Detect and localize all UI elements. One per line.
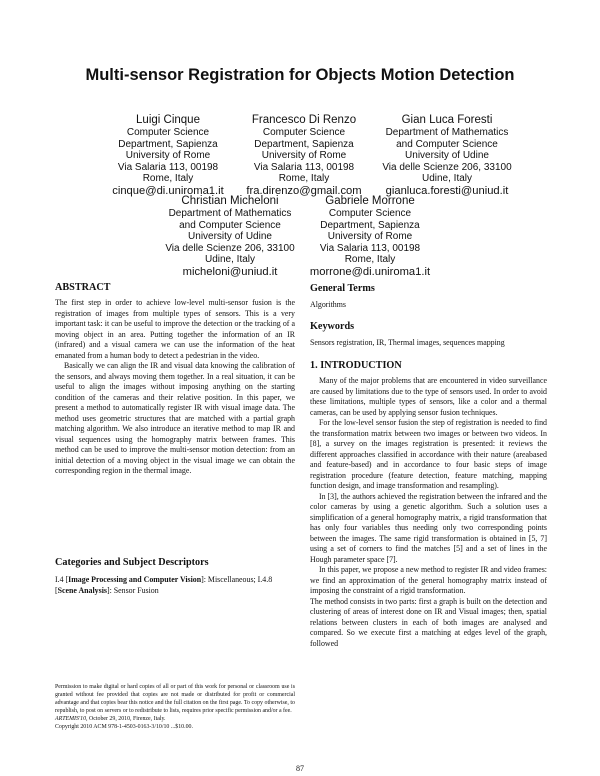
author-affiliation-line: and Computer Science — [179, 219, 281, 231]
author-email: morrone@di.uniroma1.it — [309, 265, 431, 278]
author-affiliation-line: Computer Science — [126, 127, 210, 138]
author-affiliation-line: Via Salaria 113, 00198 — [117, 161, 219, 173]
author-affiliation-line: Computer Science — [262, 127, 346, 138]
intro-paragraph: The method consists in two parts: first a graph is built on the detection and clustering of areas of interest done on IR and Visual images; then, spatial relations between clusters in each of both images are analysed and compared. So we execute first a matching at edges level of the graph, followed — [310, 596, 547, 648]
intro-paragraph: For the low-level sensor fusion the step of registration is needed to find the transformation matrix between two images or between two videos. In [8], a survey on the images registration is presented: it reviews the different approaches classified in accordance with their nature (areabased and feature-based) and in accordance to four basic steps of image registration procedure (feature detection, feature matching, mapping function design, and image transformation and resampling). — [310, 418, 547, 490]
categories-text: I.4 [Image Processing and Computer Vision]: Miscellaneous; I.4.8 [Scene Analysis]: Sensor Fusion — [55, 575, 273, 595]
permission-footnote — [55, 683, 295, 732]
intro-paragraph: In this paper, we propose a new method to register IR and video frames: we find an approximation of the general homography matrix instead of imposing the constraint of a rigid transformation. — [310, 565, 547, 595]
author-name: Christian Micheloni — [181, 195, 279, 207]
venue-line: ARTEMIS'10, October 29, 2010, Firenze, Italy. — [55, 716, 166, 723]
author-affiliation-line: Department of Mathematics — [168, 208, 292, 219]
author-affiliation-line: Via delle Scienze 206, 33100 — [382, 161, 512, 173]
author-affiliation-line: Department of Mathematics — [385, 127, 509, 138]
author-affiliation-line: Department, Sapienza — [118, 138, 218, 150]
author-email: gianluca.foresti@uniud.it — [385, 184, 509, 197]
introduction-heading: 1. INTRODUCTION — [310, 360, 402, 371]
general-terms-text: Algorithms — [310, 300, 346, 309]
author-affiliation-line: University of Udine — [188, 231, 272, 243]
abstract-paragraph: The first step in order to achieve low-level multi-sensor fusion is the registration of images from multiple types of sensors. This is a very important task: it can be useful to improve the detection or the tracking of a moving object in an area. Putting together the information of an IR (infrared) and a visual camera we can use the information of the heat emanated from a human body to detect a pedestrian in the video. — [55, 298, 295, 360]
category-bold: Scene Analysis — [57, 585, 107, 595]
author-affiliation-line: University of Udine — [405, 150, 489, 162]
right-column — [310, 283, 547, 649]
author-email: fra.direnzo@gmail.com — [246, 184, 362, 197]
abstract-paragraph: Basically we can align the IR and visual data knowing the calibration of the sensors, and always moving them together. In a real situation, it can be useful to align the images without imposing anything on the starting condition of the cameras and their relative position. In this paper, we present a method to automatically register IR with visual image data. The method uses geometric structures that are matched with a partial graph matching algorithm. We also introduce an iterative method to map IR and visual sequences using the homography matrix between frames. This method can be used to improve the multi-sensor motion detection: from an initial detection of a moving object in the visual image we can obtain the corresponding region in the thermal image. — [55, 361, 295, 475]
categories-section — [55, 557, 295, 596]
keywords-text: Sensors registration, IR, Thermal images, sequences mapping — [310, 337, 505, 347]
author-block — [300, 195, 440, 279]
paper-title: Multi-sensor Registration for Objects Motion Detection — [85, 66, 515, 84]
permission-text: Permission to make digital or hard copies of all or part of this work for personal or classroom use is granted without fee provided that copies are not made or distributed for profit or commercial advantage and that copies bear this notice and the full citation on the first page. To copy otherwise, to republish, to post on servers or to redistribute to lists, requires prior specific permission and/or a fee. — [55, 684, 295, 715]
author-affiliation-line: Rome, Italy — [278, 173, 330, 185]
author-affiliation-line: University of Rome — [327, 231, 413, 243]
author-affiliation-line: University of Rome — [125, 150, 211, 162]
author-name: Gabriele Morrone — [325, 195, 415, 207]
author-block — [234, 114, 374, 198]
left-column — [55, 282, 295, 477]
author-affiliation-line: Rome, Italy — [142, 173, 194, 185]
general-terms-heading: General Terms — [310, 283, 375, 294]
author-affiliation-line: Department, Sapienza — [254, 138, 354, 150]
intro-paragraph: In [3], the authors achieved the registration between the infrared and the color cameras by using a genetic algorithm. Such a solution uses a simplification of a general homography matrix, a rigid transformation that has only four variables thus needing only two corresponding points between the images. The same rigid transformation is obtained in [5, 7] using a set of corners to find the matches [5] and a set of lines in the Hough parameter space [7]. — [310, 491, 547, 564]
author-block — [372, 114, 522, 198]
category-bold: Image Processing and Computer Vision — [68, 575, 202, 584]
author-affiliation-line: Udine, Italy — [204, 254, 256, 266]
author-email: cinque@di.uniroma1.it — [112, 184, 224, 197]
author-affiliation-line: Udine, Italy — [421, 173, 473, 185]
author-affiliation-line: University of Rome — [261, 150, 347, 162]
author-block — [98, 114, 238, 198]
author-affiliation-line: Via delle Scienze 206, 33100 — [165, 242, 295, 254]
copyright-line: Copyright 2010 ACM 978-1-4503-0163-3/10/10 ...$10.00. — [55, 724, 193, 731]
author-name: Francesco Di Renzo — [251, 114, 357, 126]
author-affiliation-line: and Computer Science — [396, 138, 498, 150]
abstract-heading: ABSTRACT — [55, 282, 111, 293]
author-affiliation-line: Computer Science — [328, 208, 412, 219]
author-affiliation-line: Via Salaria 113, 00198 — [319, 242, 421, 254]
page-number: 87 — [296, 764, 304, 773]
author-block — [160, 195, 300, 279]
author-name: Gian Luca Foresti — [401, 114, 493, 126]
author-name: Luigi Cinque — [136, 114, 200, 126]
categories-heading: Categories and Subject Descriptors — [55, 557, 209, 568]
author-affiliation-line: Via Salaria 113, 00198 — [253, 161, 355, 173]
intro-paragraph: Many of the major problems that are encountered in video surveillance are caused by limitations due to the type of sensors used. In order to avoid these limitations, multiple types of sensors, like a color and a thermal cameras, can be used by applying sensor fusion techniques. — [310, 376, 547, 417]
author-affiliation-line: Rome, Italy — [344, 254, 396, 266]
keywords-heading: Keywords — [310, 320, 355, 332]
author-affiliation-line: Department, Sapienza — [320, 219, 420, 231]
author-email: micheloni@uniud.it — [182, 265, 278, 278]
venue-name: ARTEMIS'10, — [55, 716, 88, 723]
